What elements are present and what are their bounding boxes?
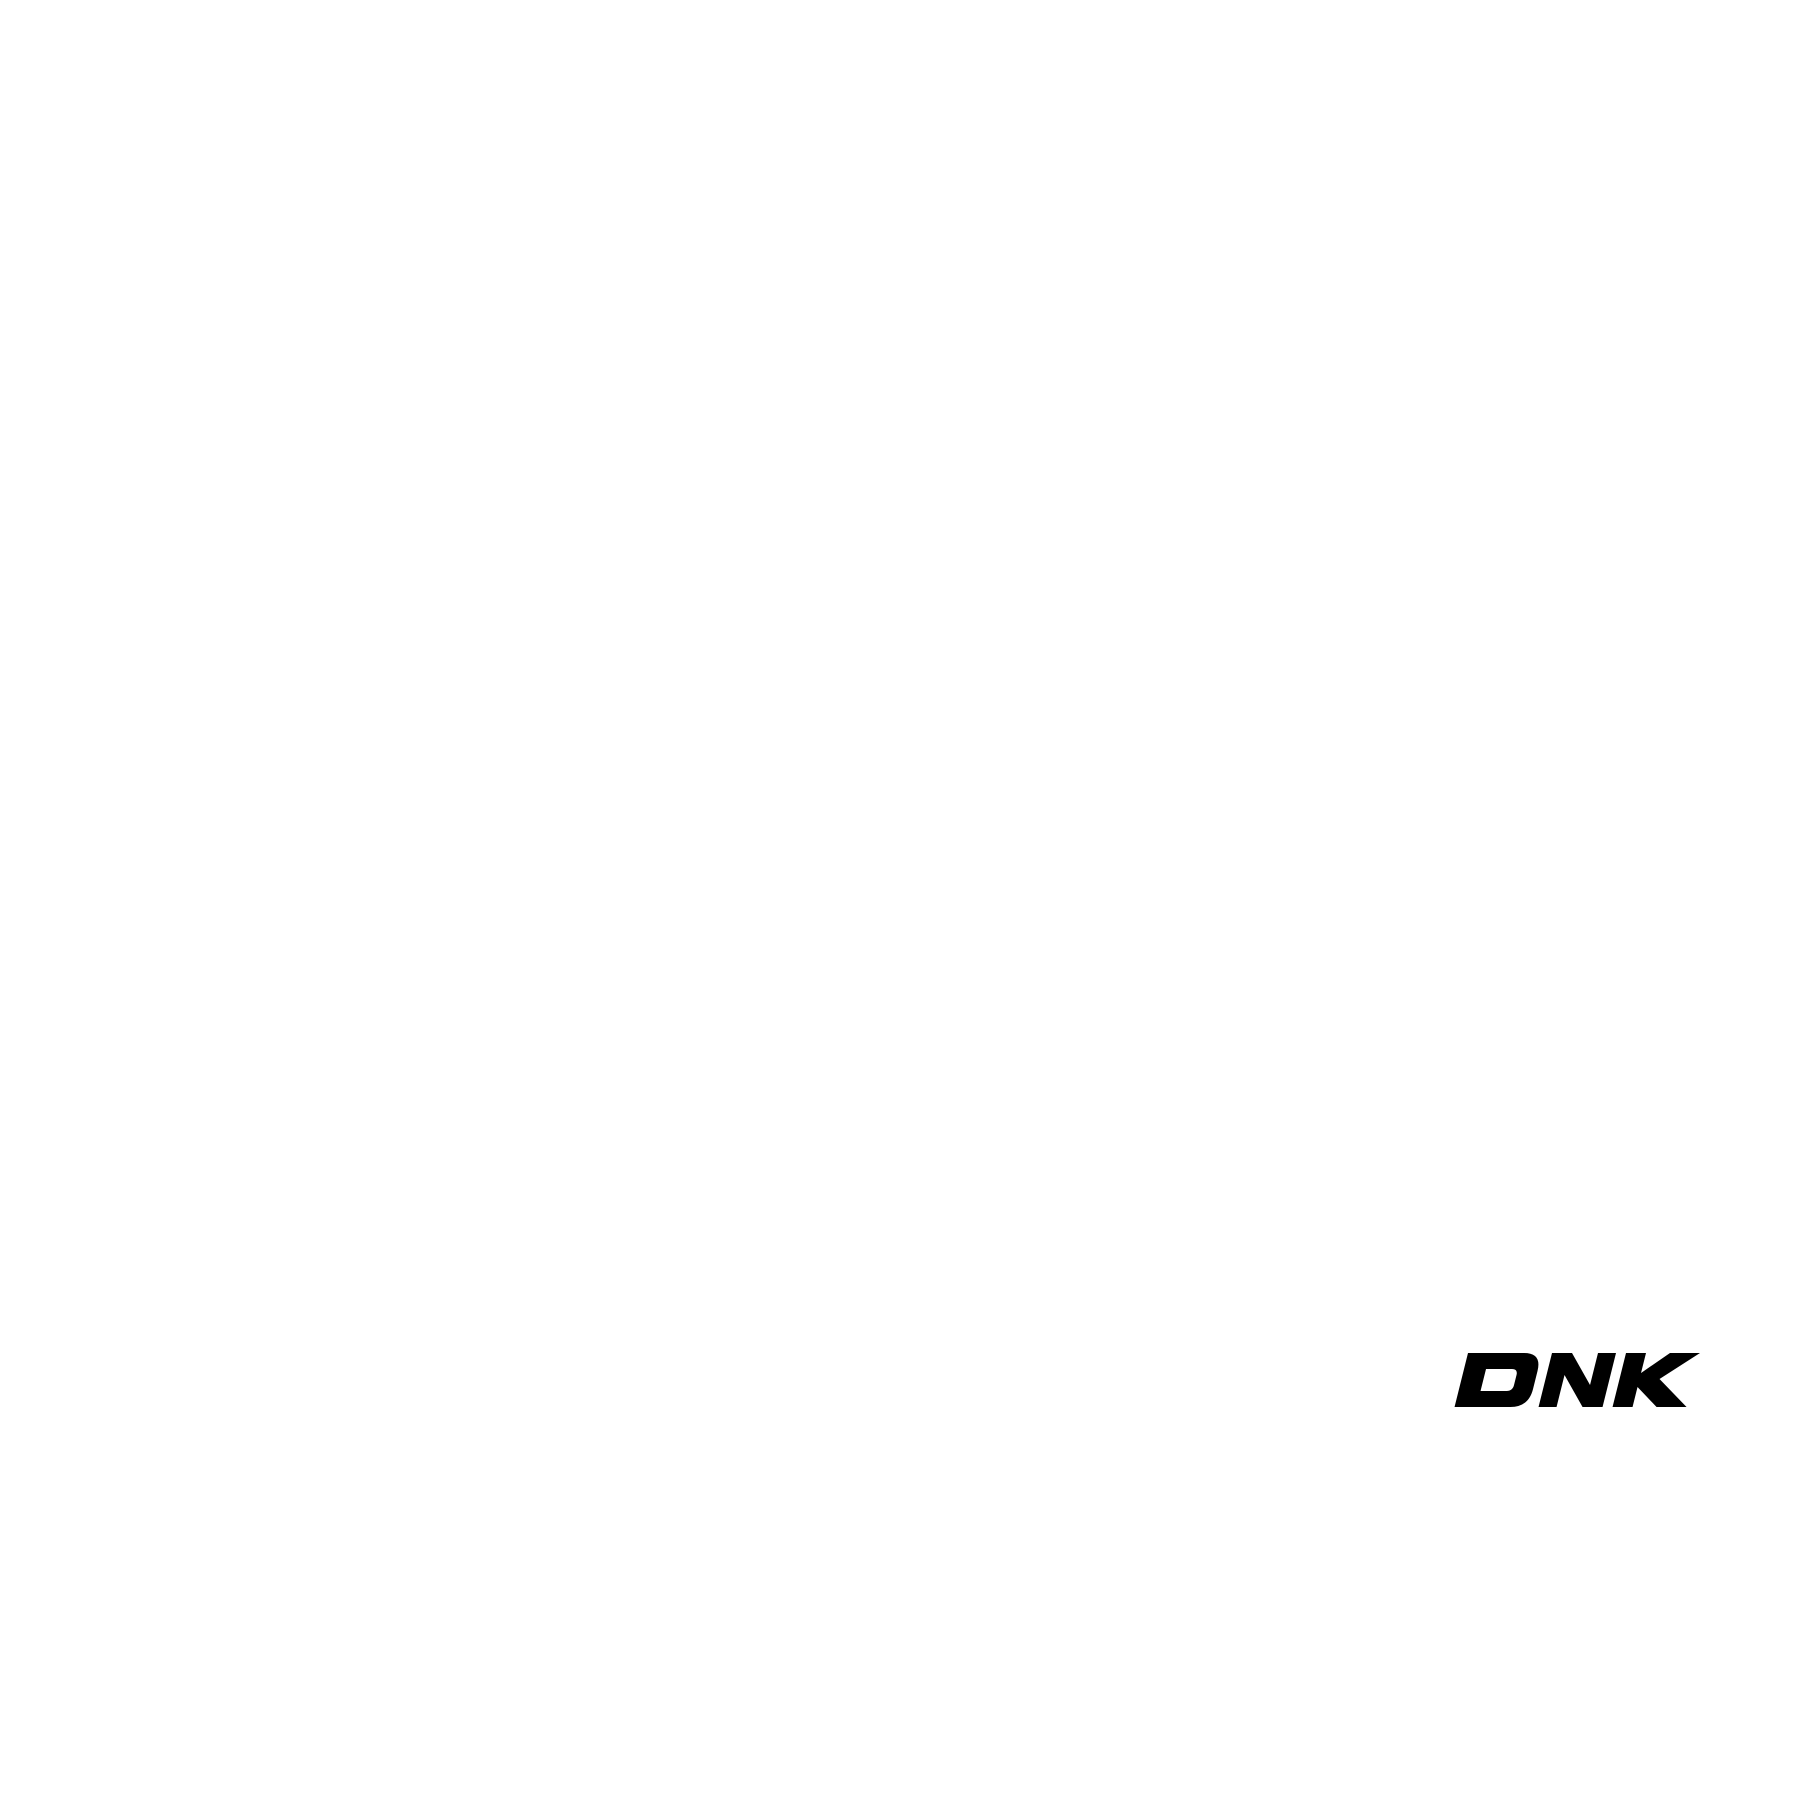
dnk-logo-icon bbox=[1440, 1345, 1700, 1425]
legend bbox=[0, 1579, 1800, 1611]
club-logo bbox=[1440, 1345, 1700, 1445]
